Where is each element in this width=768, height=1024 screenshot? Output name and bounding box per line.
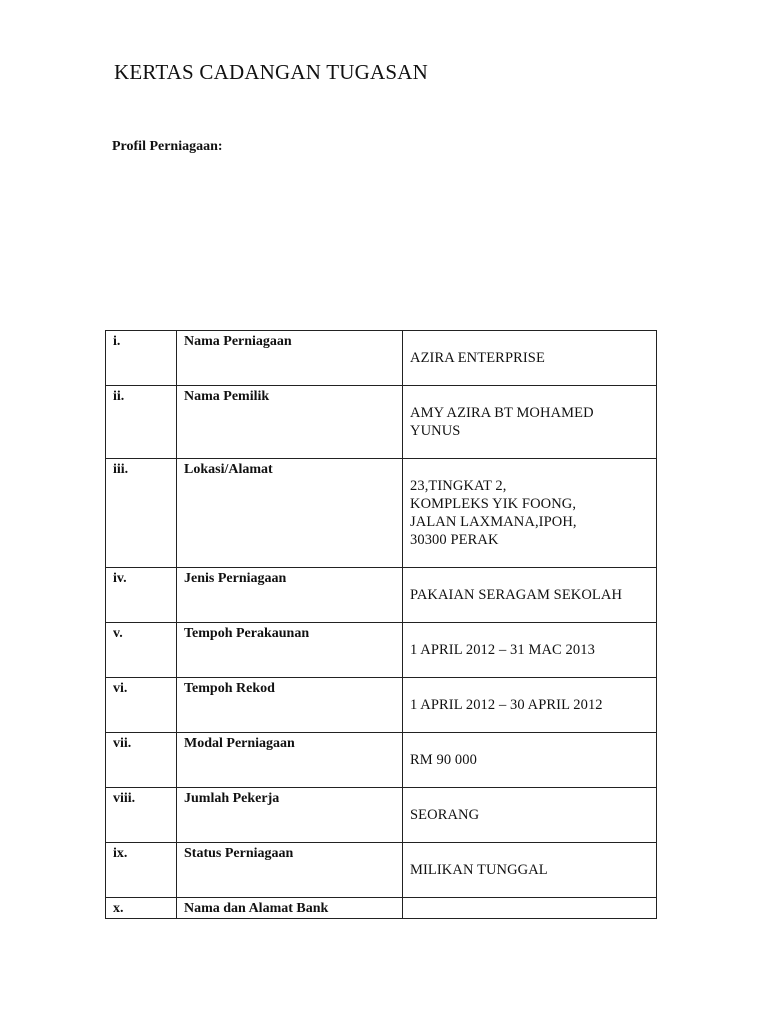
field-label: Modal Perniagaan [177,733,403,788]
field-value [403,386,657,459]
field-label: Tempoh Perakaunan [177,623,403,678]
field-value [403,623,657,678]
field-value [403,733,657,788]
field-label: Tempoh Rekod [177,678,403,733]
value-line: KOMPLEKS YIK FOONG, [410,496,577,512]
value-line: YUNUS [410,423,461,439]
row-number: iv. [106,568,177,623]
business-profile-table [105,330,657,919]
row-number: v. [106,623,177,678]
field-label: Jenis Perniagaan [177,568,403,623]
value-line: 30300 PERAK [410,532,499,548]
table-row [106,678,657,733]
value-line: 23,TINGKAT 2, [410,478,507,494]
field-value [403,331,657,386]
field-label: Status Perniagaan [177,843,403,898]
row-number: viii. [106,788,177,843]
row-number: i. [106,331,177,386]
row-number: ii. [106,386,177,459]
field-label: Nama Pemilik [177,386,403,459]
field-value [403,898,657,919]
section-subtitle: Profil Perniagaan: [112,139,223,154]
value-line: AZIRA ENTERPRISE [410,350,545,366]
value-line: SEORANG [410,807,480,823]
row-number: vi. [106,678,177,733]
value-line: 1 APRIL 2012 – 31 MAC 2013 [410,642,595,658]
table-row [106,459,657,568]
value-line: JALAN LAXMANA,IPOH, [410,514,577,530]
value-line: RM 90 000 [410,752,477,768]
table-row [106,898,657,919]
table-row [106,568,657,623]
value-line: PAKAIAN SERAGAM SEKOLAH [410,587,623,603]
field-label: Lokasi/Alamat [177,459,403,568]
row-number: ix. [106,843,177,898]
field-value [403,678,657,733]
row-number: x. [106,898,177,919]
table-row [106,733,657,788]
value-line: 1 APRIL 2012 – 30 APRIL 2012 [410,697,603,713]
field-value [403,788,657,843]
field-value [403,843,657,898]
table-row [106,386,657,459]
table-row [106,331,657,386]
field-label: Jumlah Pekerja [177,788,403,843]
field-label: Nama dan Alamat Bank [177,898,403,919]
table-row [106,843,657,898]
table-row [106,788,657,843]
field-value [403,568,657,623]
field-value [403,459,657,568]
table-row [106,623,657,678]
row-number: iii. [106,459,177,568]
document-title: KERTAS CADANGAN TUGASAN [114,60,428,84]
row-number: vii. [106,733,177,788]
field-label: Nama Perniagaan [177,331,403,386]
value-line: MILIKAN TUNGGAL [410,862,548,878]
value-line: AMY AZIRA BT MOHAMED [410,405,594,421]
